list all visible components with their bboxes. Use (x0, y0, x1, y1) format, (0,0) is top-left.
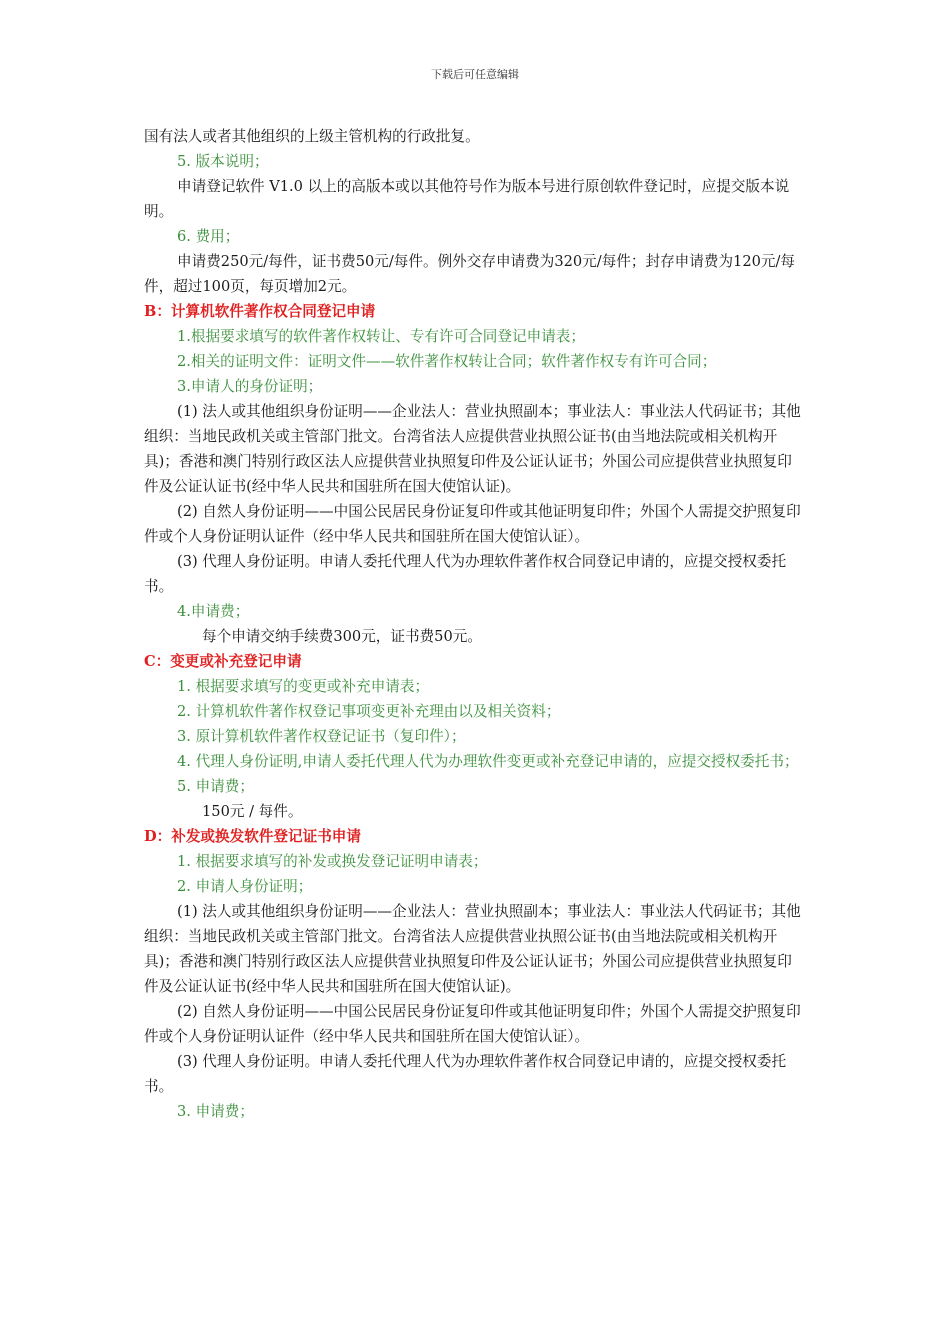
paragraph: (1) 法人或其他组织身份证明——企业法人：营业执照副本；事业法人：事业法人代码证书；其他组织：当地民政机关或主管部门批文。台湾省法人应提供营业执照公证书(由当地法院或相关机构开具)；香港和澳门特别行政区法人应提供营业执照复印件及公证认证书；外国公司应提供营业执照复印件及公证认证书(经中华人民共和国驻所在国大使馆认证)。 (144, 403, 801, 495)
document-body (144, 124, 804, 1124)
list-item-heading: 1. 根据要求填写的变更或补充申请表； (177, 678, 430, 695)
list-item-heading: 2.相关的证明文件：证明文件——软件著作权转让合同；软件著作权专有许可合同； (177, 353, 717, 370)
paragraph: (3) 代理人身份证明。申请人委托代理人代为办理软件著作权合同登记申请的，应提交授权委托书。 (144, 553, 787, 595)
list-item-heading: 3. 申请费； (177, 1103, 254, 1120)
paragraph: 国有法人或者其他组织的上级主管机构的行政批复。 (144, 128, 480, 145)
list-item-heading: 4. 代理人身份证明,申请人委托代理人代为办理软件变更或补充登记申请的，应提交授权委托书； (177, 753, 799, 770)
list-item-heading: 1. 根据要求填写的补发或换发登记证明申请表； (177, 853, 488, 870)
list-item-heading: 6. 费用； (177, 228, 240, 245)
list-item-heading: 4.申请费； (177, 603, 250, 620)
list-item-heading: 5. 申请费； (177, 778, 254, 795)
section-heading: C：变更或补充登记申请 (144, 653, 302, 670)
list-item-heading: 3. 原计算机软件著作权登记证书（复印件）； (177, 728, 466, 745)
paragraph: 申请费250元/每件，证书费50元/每件。例外交存申请费为320元/每件；封存申请费为120元/每件，超过100页，每页增加2元。 (144, 253, 795, 295)
list-item-heading: 2. 计算机软件著作权登记事项变更补充理由以及相关资料； (177, 703, 561, 720)
paragraph: 150元 / 每件。 (202, 803, 303, 820)
paragraph: 每个申请交纳手续费300元，证书费50元。 (202, 628, 482, 645)
paragraph: 申请登记软件 V1.0 以上的高版本或以其他符号作为版本号进行原创软件登记时，应提交版本说明。 (144, 178, 790, 220)
section-heading: B：计算机软件著作权合同登记申请 (144, 303, 376, 320)
list-item-heading: 2. 申请人身份证明； (177, 878, 313, 895)
list-item-heading: 5. 版本说明； (177, 153, 269, 170)
section-heading: D：补发或换发软件登记证书申请 (144, 828, 361, 845)
page-header: 下载后可任意编辑 (431, 68, 519, 81)
paragraph: (2) 自然人身份证明——中国公民居民身份证复印件或其他证明复印件；外国个人需提交护照复印件或个人身份证明认证件（经中华人民共和国驻所在国大使馆认证）。 (144, 503, 801, 545)
paragraph: (2) 自然人身份证明——中国公民居民身份证复印件或其他证明复印件；外国个人需提交护照复印件或个人身份证明认证件（经中华人民共和国驻所在国大使馆认证）。 (144, 1003, 801, 1045)
list-item-heading: 1.根据要求填写的软件著作权转让、专有许可合同登记申请表； (177, 328, 585, 345)
paragraph: (1) 法人或其他组织身份证明——企业法人：营业执照副本；事业法人：事业法人代码证书；其他组织：当地民政机关或主管部门批文。台湾省法人应提供营业执照公证书(由当地法院或相关机构开具)；香港和澳门特别行政区法人应提供营业执照复印件及公证认证书；外国公司应提供营业执照复印件及公证认证书(经中华人民共和国驻所在国大使馆认证)。 (144, 903, 801, 995)
paragraph: (3) 代理人身份证明。申请人委托代理人代为办理软件著作权合同登记申请的，应提交授权委托书。 (144, 1053, 787, 1095)
list-item-heading: 3.申请人的身份证明； (177, 378, 323, 395)
